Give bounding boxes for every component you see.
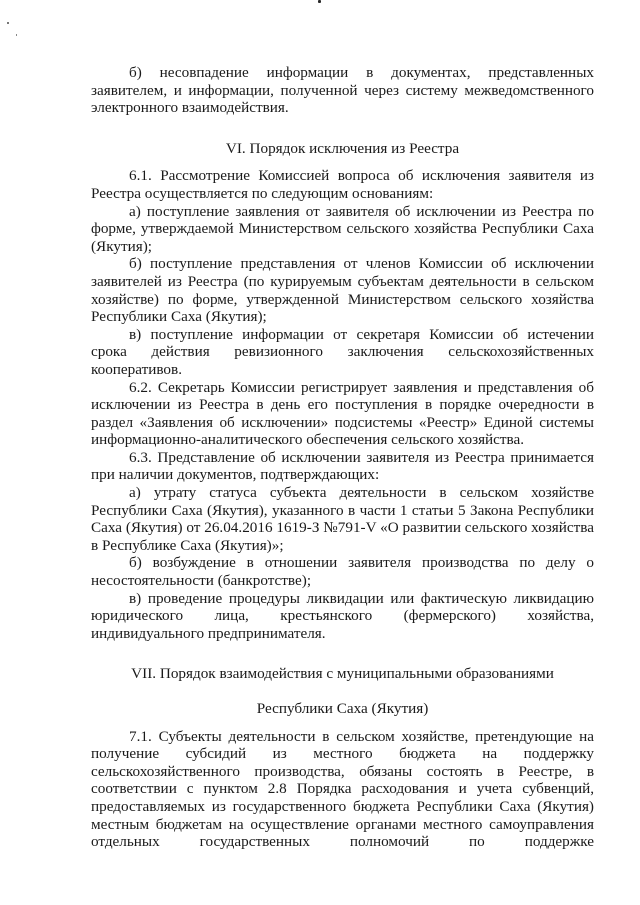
paragraph-6-3-v: в) проведение процедуры ликвидации или фактическую ликвидацию юридического лица, крестьянского (фермерского) хозяйства, индивидуального предпринимателя. xyxy=(91,589,594,642)
paragraph-6-2: 6.2. Секретарь Комиссии регистрирует заявления и представления об исключении из Реестра в день его поступления в порядке очередности в раздел «Заявления об исключении» подсистемы «Реестр» Единой системы информационно-аналитического обеспечения сельского хозяйства. xyxy=(91,378,594,449)
paragraph-6-3: 6.3. Представление об исключении заявителя из Реестра принимается при наличии документов, подтверждающих: xyxy=(91,448,594,484)
section-7-title-line-2: Республики Саха (Якутия) xyxy=(256,700,429,717)
paragraph-b-mismatch: б) несовпадение информации в документах, представленных заявителем, и информации, полученной через систему межведомственного электронного взаимодействия. xyxy=(91,64,594,117)
document-body xyxy=(91,64,594,851)
paragraph-7-1: 7.1. Субъекты деятельности в сельском хозяйстве, претендующие на получение субсидий из местного бюджета на поддержку сельскохозяйственного производства, обязаны состоять в Реестре, в соответствии с пунктом 2.8 Порядка расходования и учета субвенций, предоставляемых из государственного бюджета Республики Саха (Якутия) местным бюджетам на осуществление органами местного самоуправления отдельных государственных полномочий по поддержке xyxy=(91,727,594,851)
paragraph-6-1-v: в) поступление информации от секретаря Комиссии об истечении срока действия ревизионного заключения сельскохозяйственных кооперативов. xyxy=(91,325,594,378)
paragraph-6-3-b: б) возбуждение в отношении заявителя производства по делу о несостоятельности (банкротстве); xyxy=(91,554,594,590)
scan-speck xyxy=(7,22,9,24)
page-edge-mark xyxy=(318,0,321,3)
paragraph-6-3-a: а) утрату статуса субъекта деятельности в сельском хозяйстве Республики Саха (Якутия), указанного в части 1 статьи 5 Закона Республики Саха (Якутия) от 26.04.2016 1619-З №791-V «О развитии сельского хозяйства в Республике Саха (Якутия)»; xyxy=(91,484,594,554)
paragraph-6-1-a: а) поступление заявления от заявителя об исключении из Реестра по форме, утверждаемой Министерством сельского хозяйства Республики Саха (Якутия); xyxy=(91,202,594,255)
scan-speck xyxy=(16,34,17,36)
paragraph-6-1-b: б) поступление представления от членов Комиссии об исключении заявителей из Реестра (по курируемым субъектам деятельности в сельском хозяйстве) по форме, утвержденной Министерством сельского хозяйства Республики Саха (Якутия); xyxy=(91,255,594,326)
section-7-title-line-1: VII. Порядок взаимодействия с муниципальными образованиями xyxy=(131,665,554,683)
section-6-title: VI. Порядок исключения из Реестра xyxy=(225,139,460,157)
paragraph-6-1: 6.1. Рассмотрение Комиссией вопроса об исключения заявителя из Реестра осуществляется по следующим основаниям: xyxy=(91,167,594,202)
